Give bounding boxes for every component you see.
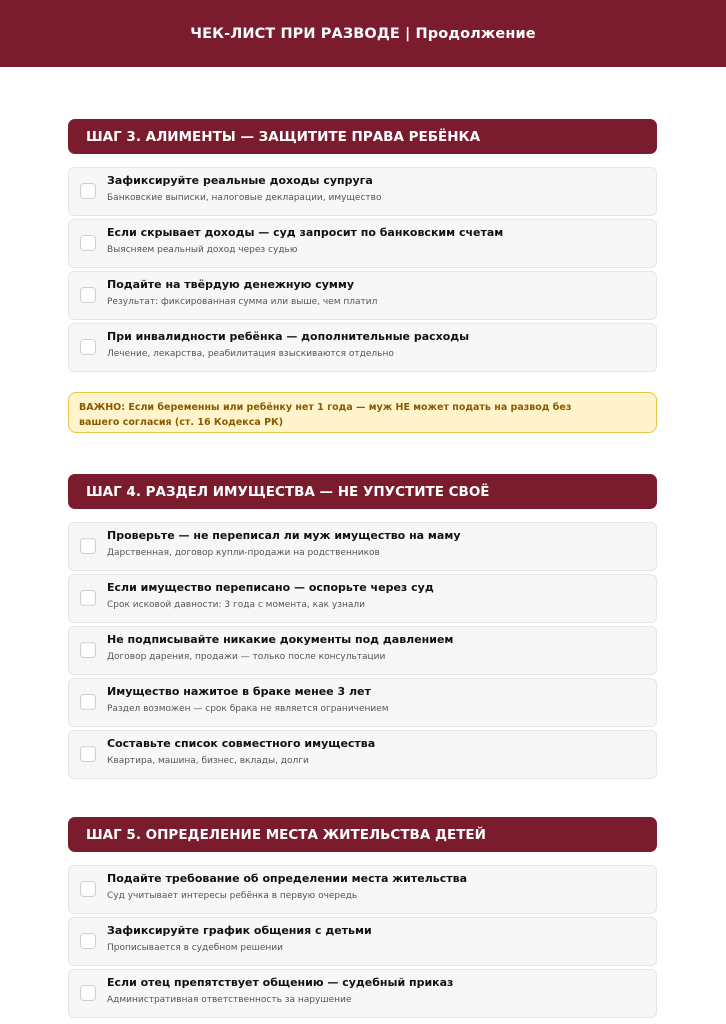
checklist-item[interactable] (68, 969, 657, 1018)
checklist-item[interactable] (68, 865, 657, 914)
checklist-item[interactable] (68, 271, 657, 320)
checkbox[interactable] (80, 538, 96, 554)
warning-line-1: ВАЖНО: Если беременны или ребёнку нет 1 года — муж НЕ может подать на развод без (79, 402, 572, 413)
checkbox[interactable] (80, 183, 96, 199)
item-subtitle: Дарственная, договор купли-продажи на родственников (107, 548, 380, 558)
item-title: Если имущество переписано — оспорьте через суд (107, 581, 434, 594)
item-subtitle: Квартира, машина, бизнес, вклады, долги (107, 756, 309, 766)
checklist-item[interactable] (68, 678, 657, 727)
checklist-item[interactable] (68, 522, 657, 571)
checklist-item[interactable] (68, 323, 657, 372)
item-title: Зафиксируйте график общения с детьми (107, 924, 372, 937)
checkbox[interactable] (80, 287, 96, 303)
checkbox[interactable] (80, 881, 96, 897)
item-title: Не подписывайте никакие документы под давлением (107, 633, 454, 646)
item-subtitle: Банковские выписки, налоговые декларации, имущество (107, 193, 382, 203)
warning-line-2: вашего согласия (ст. 16 Кодекса РК) (79, 417, 284, 428)
item-subtitle: Раздел возможен — срок брака не является ограничением (107, 704, 389, 714)
item-subtitle: Выясняем реальный доход через судью (107, 245, 298, 255)
item-subtitle: Результат: фиксированная сумма или выше, чем платил (107, 297, 378, 307)
item-title: Подайте требование об определении места жительства (107, 872, 468, 885)
checkbox[interactable] (80, 694, 96, 710)
section-header-step-3 (68, 119, 657, 154)
checkbox[interactable] (80, 339, 96, 355)
checklist-item[interactable] (68, 626, 657, 675)
item-subtitle: Лечение, лекарства, реабилитация взыскиваются отдельно (107, 349, 394, 359)
page-title: ЧЕК-ЛИСТ ПРИ РАЗВОДЕ | Продолжение (190, 25, 536, 42)
item-title: При инвалидности ребёнка — дополнительные расходы (107, 330, 470, 343)
item-subtitle: Срок исковой давности: 3 года с момента, как узнали (107, 600, 366, 610)
checkbox[interactable] (80, 933, 96, 949)
checkbox[interactable] (80, 590, 96, 606)
item-title: Подайте на твёрдую денежную сумму (107, 278, 355, 291)
item-title: Составьте список совместного имущества (107, 737, 376, 750)
item-subtitle: Договор дарения, продажи — только после консультации (107, 652, 386, 662)
section-header-step-5 (68, 817, 657, 852)
checkbox[interactable] (80, 746, 96, 762)
item-subtitle: Административная ответственность за нарушение (107, 995, 352, 1005)
item-title: Зафиксируйте реальные доходы супруга (107, 174, 373, 187)
section-title: ШАГ 4. РАЗДЕЛ ИМУЩЕСТВА — НЕ УПУСТИТЕ СВОЁ (86, 483, 490, 500)
important-warning-box (68, 392, 657, 433)
item-subtitle: Суд учитывает интересы ребёнка в первую очередь (107, 891, 358, 901)
checklist-item[interactable] (68, 574, 657, 623)
section-title: ШАГ 3. АЛИМЕНТЫ — ЗАЩИТИТЕ ПРАВА РЕБЁНКА (86, 128, 481, 145)
item-subtitle: Прописывается в судебном решении (107, 943, 283, 953)
checklist-item[interactable] (68, 730, 657, 779)
item-title: Имущество нажитое в браке менее 3 лет (107, 685, 371, 698)
checkbox[interactable] (80, 985, 96, 1001)
item-title: Если отец препятствует общению — судебный приказ (107, 976, 454, 989)
item-title: Проверьте — не переписал ли муж имущество на маму (107, 529, 461, 542)
checkbox[interactable] (80, 235, 96, 251)
checkbox[interactable] (80, 642, 96, 658)
checklist-item[interactable] (68, 219, 657, 268)
section-header-step-4 (68, 474, 657, 509)
item-title: Если скрывает доходы — суд запросит по банковским счетам (107, 226, 504, 239)
page-header (0, 0, 726, 67)
checklist-item[interactable] (68, 167, 657, 216)
section-title: ШАГ 5. ОПРЕДЕЛЕНИЕ МЕСТА ЖИТЕЛЬСТВА ДЕТЕЙ (86, 826, 486, 843)
checklist-item[interactable] (68, 917, 657, 966)
